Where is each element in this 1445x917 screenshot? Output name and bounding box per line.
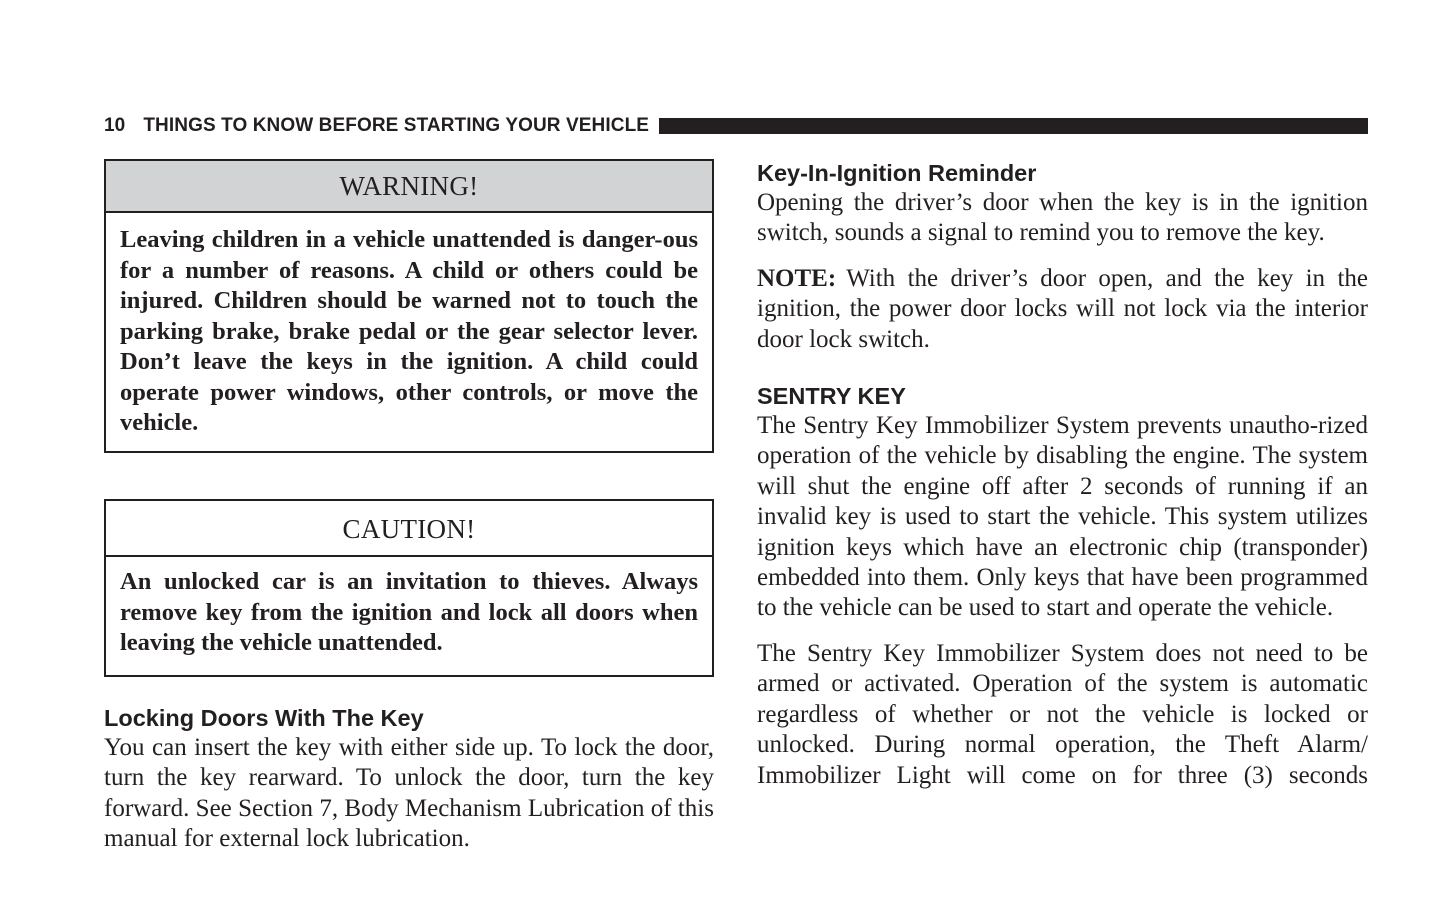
note-label: NOTE:: [757, 264, 837, 292]
warning-text: Leaving children in a vehicle unattended is danger-ous for a number of reasons. A child or others could be injured. Children should be warned not to touch the parking brake, brake pedal or the gear selector lever. Don’t leave the keys in the ignition. A child could operate power windows, other controls, or move the vehicle.: [120, 226, 698, 436]
key-reminder-heading: Key-In-Ignition Reminder: [757, 160, 1037, 186]
warning-box: [104, 159, 714, 453]
key-reminder-text: Opening the driver’s door when the key is in the ignition switch, sounds a signal to remind you to remove the key.: [757, 189, 1368, 247]
header-rule-bar: [659, 118, 1368, 134]
caution-title: CAUTION!: [106, 501, 712, 557]
note-text: With the driver’s door open, and the key in the ignition, the power door locks will not lock via the interior door lock switch.: [757, 264, 1368, 353]
locking-doors-heading: Locking Doors With The Key: [104, 705, 424, 731]
right-column: [757, 158, 1368, 791]
sentry-key-paragraph-1: The Sentry Key Immobilizer System prevents unautho-rized operation of the vehicle by disabling the engine. The system will shut the engine off after 2 seconds of running if an invalid key is used to start the vehicle. This system utilizes ignition keys which have an electronic chip (transponder) embedded into them. Only keys that have been programmed to the vehicle can be used to start and operate the vehicle.: [757, 412, 1368, 622]
warning-title: WARNING!: [106, 161, 712, 213]
caution-text: An unlocked car is an invitation to thieves. Always remove key from the ignition and lock all doors when leaving the vehicle unattended.: [120, 568, 698, 656]
running-title: THINGS TO KNOW BEFORE STARTING YOUR VEHICLE: [143, 115, 650, 136]
left-column: [104, 159, 714, 855]
sentry-key-paragraph-2: The Sentry Key Immobilizer System does not need to be armed or activated. Operation of the system is automatic regardless of whether or not the vehicle is locked or unlocked. During normal operation, the Theft Alarm/ Immobilizer Light will come on for three (3) seconds: [757, 639, 1368, 789]
page-number: 10: [104, 115, 126, 136]
sentry-key-heading: SENTRY KEY: [757, 383, 906, 410]
locking-doors-text: You can insert the key with either side up. To lock the door, turn the key rearward. To unlock the door, turn the key forward. See Section 7, Body Mechanism Lubrication of this manual for external lock lubrication.: [104, 734, 714, 853]
caution-box: [104, 499, 714, 677]
page-header: [104, 114, 1368, 138]
key-reminder-note: [757, 264, 1368, 355]
